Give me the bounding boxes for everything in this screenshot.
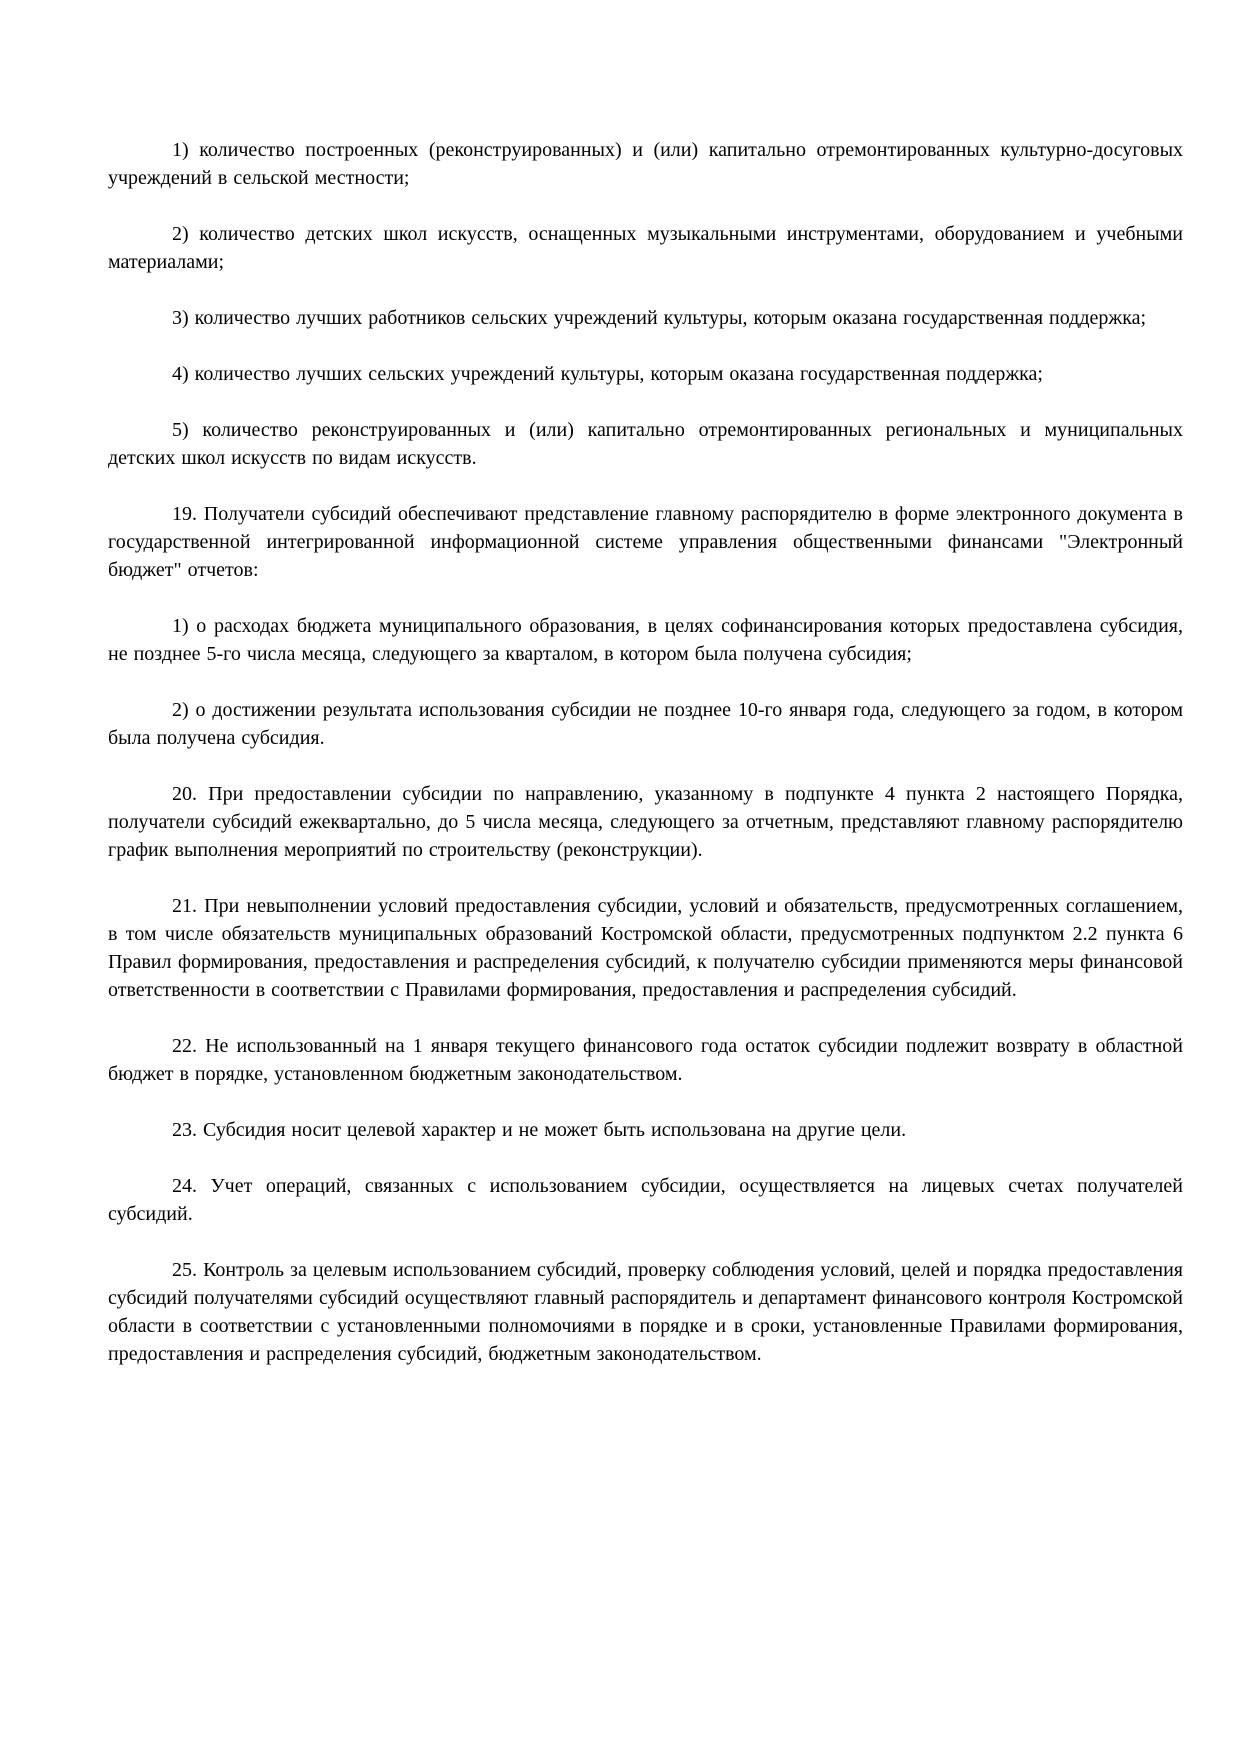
clause-19: 19. Получатели субсидий обеспечивают представление главному распорядителю в форме электронного документа в государственной интегрированной информационной системе управления общественными финансами "Электронный бюджет" отчетов:: [108, 503, 1183, 581]
clause-23: 23. Субсидия носит целевой характер и не может быть использована на другие цели.: [172, 1119, 907, 1141]
clause-24: 24. Учет операций, связанных с использованием субсидии, осуществляется на лицевых счетах получателей субсидий.: [108, 1175, 1183, 1225]
clause-22: 22. Не использованный на 1 января текущего финансового года остаток субсидии подлежит возврату в областной бюджет в порядке, установленном бюджетным законодательством.: [108, 1035, 1183, 1085]
clause-19-subitem-1: 1) о расходах бюджета муниципального образования, в целях софинансирования которых предоставлена субсидия, не позднее 5-го числа месяца, следующего за кварталом, в котором была получена субсидия;: [108, 615, 1183, 665]
clause-20: 20. При предоставлении субсидии по направлению, указанному в подпункте 4 пункта 2 настоящего Порядка, получатели субсидий ежеквартально, до 5 числа месяца, следующего за отчетным, представляют главному распорядителю график выполнения мероприятий по строительству (реконструкции).: [108, 783, 1183, 861]
clause-21: 21. При невыполнении условий предоставления субсидии, условий и обязательств, предусмотренных соглашением, в том числе обязательств муниципальных образований Костромской области, предусмотренных подпунктом 2.2 пункта 6 Правил формирования, предоставления и распределения субсидий, к получателю субсидии применяются меры финансовой ответственности в соответствии с Правилами формирования, предоставления и распределения субсидий.: [108, 895, 1183, 1001]
list-item-3: 3) количество лучших работников сельских учреждений культуры, которым оказана государственная поддержка;: [172, 307, 1147, 329]
clause-25: 25. Контроль за целевым использованием субсидий, проверку соблюдения условий, целей и порядка предоставления субсидий получателями субсидий осуществляют главный распорядитель и департамент финансового контроля Костромской области в соответствии с установленными полномочиями в порядке и в сроки, установленные Правилами формирования, предоставления и распределения субсидий, бюджетным законодательством.: [108, 1259, 1183, 1365]
list-item-1: 1) количество построенных (реконструированных) и (или) капитально отремонтированных культурно-досуговых учреждений в сельской местности;: [108, 139, 1183, 189]
list-item-5: 5) количество реконструированных и (или) капитально отремонтированных региональных и муниципальных детских школ искусств по видам искусств.: [108, 419, 1183, 469]
list-item-4: 4) количество лучших сельских учреждений культуры, которым оказана государственная поддержка;: [172, 363, 1043, 385]
list-item-2: 2) количество детских школ искусств, оснащенных музыкальными инструментами, оборудованием и учебными материалами;: [108, 223, 1183, 273]
clause-19-subitem-2: 2) о достижении результата использования субсидии не позднее 10-го января года, следующего за годом, в котором была получена субсидия.: [108, 699, 1183, 749]
